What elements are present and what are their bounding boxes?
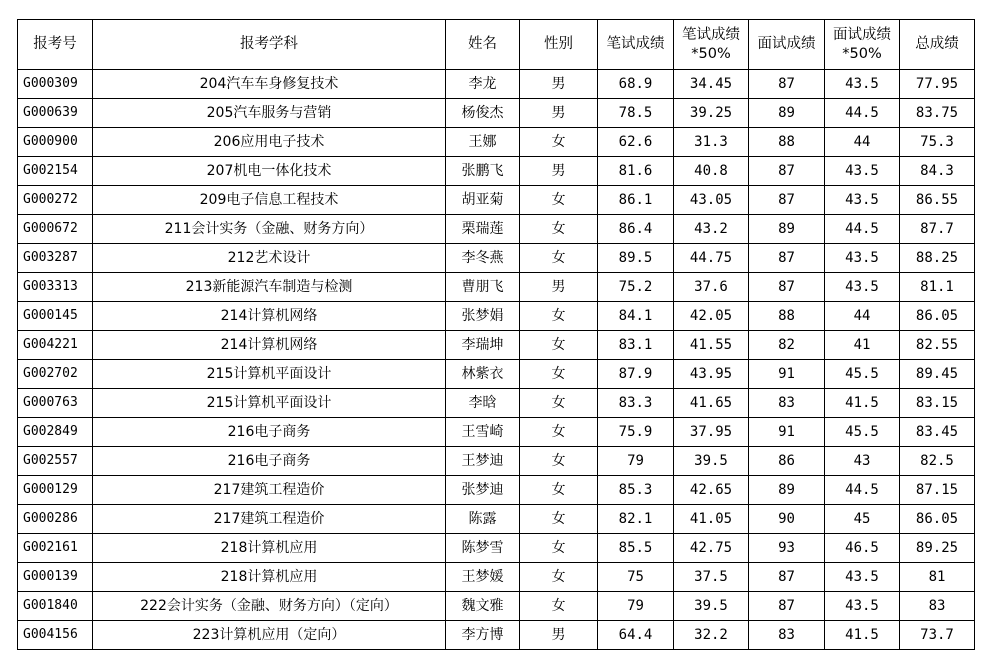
cell-written-score: 86.1 — [598, 186, 674, 215]
cell-total-score: 86.05 — [900, 302, 975, 331]
cell-interview-half: 43.5 — [825, 244, 900, 273]
cell-subject: 205汽车服务与营销 — [93, 99, 446, 128]
header-written-half-line1: 笔试成绩 — [682, 26, 740, 43]
cell-exam-id: G002849 — [18, 418, 93, 447]
cell-exam-id: G000309 — [18, 70, 93, 99]
cell-total-score: 77.95 — [900, 70, 975, 99]
header-name: 姓名 — [446, 20, 520, 70]
cell-subject: 218计算机应用 — [93, 563, 446, 592]
cell-interview-half: 43.5 — [825, 157, 900, 186]
cell-name: 王梦迪 — [446, 447, 520, 476]
cell-exam-id: G000900 — [18, 128, 93, 157]
cell-name: 李方博 — [446, 621, 520, 650]
cell-written-score: 81.6 — [598, 157, 674, 186]
cell-written-half: 44.75 — [674, 244, 749, 273]
cell-interview-half: 44 — [825, 128, 900, 157]
cell-interview-half: 44.5 — [825, 476, 900, 505]
cell-name: 林紫衣 — [446, 360, 520, 389]
cell-subject: 216电子商务 — [93, 447, 446, 476]
cell-subject: 206应用电子技术 — [93, 128, 446, 157]
cell-exam-id: G000145 — [18, 302, 93, 331]
cell-interview-score: 87 — [749, 70, 825, 99]
cell-subject: 215计算机平面设计 — [93, 360, 446, 389]
table-row — [18, 534, 975, 563]
cell-exam-id: G004221 — [18, 331, 93, 360]
table-row — [18, 186, 975, 215]
cell-total-score: 88.25 — [900, 244, 975, 273]
cell-total-score: 82.55 — [900, 331, 975, 360]
cell-gender: 女 — [520, 389, 598, 418]
cell-total-score: 83.45 — [900, 418, 975, 447]
cell-interview-half: 46.5 — [825, 534, 900, 563]
cell-interview-score: 88 — [749, 128, 825, 157]
header-interview-half — [825, 20, 900, 70]
cell-total-score: 83.75 — [900, 99, 975, 128]
cell-written-half: 39.5 — [674, 592, 749, 621]
cell-written-half: 43.05 — [674, 186, 749, 215]
cell-written-score: 86.4 — [598, 215, 674, 244]
table-row — [18, 273, 975, 302]
cell-name: 陈露 — [446, 505, 520, 534]
cell-exam-id: G003287 — [18, 244, 93, 273]
cell-name: 陈梦雪 — [446, 534, 520, 563]
cell-name: 栗瑞莲 — [446, 215, 520, 244]
cell-name: 李冬燕 — [446, 244, 520, 273]
cell-gender: 男 — [520, 273, 598, 302]
cell-written-half: 37.95 — [674, 418, 749, 447]
table-row — [18, 244, 975, 273]
cell-name: 杨俊杰 — [446, 99, 520, 128]
cell-interview-score: 88 — [749, 302, 825, 331]
table-row — [18, 389, 975, 418]
cell-written-half: 41.05 — [674, 505, 749, 534]
cell-written-score: 85.5 — [598, 534, 674, 563]
cell-name: 张鹏飞 — [446, 157, 520, 186]
cell-written-score: 64.4 — [598, 621, 674, 650]
cell-interview-score: 87 — [749, 244, 825, 273]
cell-interview-score: 87 — [749, 186, 825, 215]
cell-interview-half: 41.5 — [825, 621, 900, 650]
cell-gender: 男 — [520, 70, 598, 99]
header-written-half-line2: *50% — [691, 45, 731, 62]
cell-interview-half: 43 — [825, 447, 900, 476]
cell-exam-id: G000763 — [18, 389, 93, 418]
header-interview-half-line1: 面试成绩 — [833, 26, 891, 43]
cell-interview-score: 83 — [749, 389, 825, 418]
table-row — [18, 592, 975, 621]
cell-written-score: 79 — [598, 592, 674, 621]
cell-interview-half: 41.5 — [825, 389, 900, 418]
cell-interview-score: 86 — [749, 447, 825, 476]
cell-gender: 女 — [520, 331, 598, 360]
cell-subject: 217建筑工程造价 — [93, 505, 446, 534]
cell-total-score: 82.5 — [900, 447, 975, 476]
cell-subject: 222会计实务（金融、财务方向）（定向） — [93, 592, 446, 621]
cell-written-half: 34.45 — [674, 70, 749, 99]
cell-written-score: 87.9 — [598, 360, 674, 389]
cell-interview-score: 91 — [749, 360, 825, 389]
table-row — [18, 157, 975, 186]
cell-total-score: 75.3 — [900, 128, 975, 157]
header-id: 报考号 — [18, 20, 93, 70]
score-table-container — [17, 19, 975, 650]
cell-written-half: 39.25 — [674, 99, 749, 128]
cell-subject: 215计算机平面设计 — [93, 389, 446, 418]
cell-interview-score: 90 — [749, 505, 825, 534]
cell-written-score: 68.9 — [598, 70, 674, 99]
cell-gender: 男 — [520, 621, 598, 650]
table-body — [18, 70, 975, 650]
cell-interview-half: 45.5 — [825, 360, 900, 389]
cell-interview-half: 43.5 — [825, 592, 900, 621]
cell-subject: 217建筑工程造价 — [93, 476, 446, 505]
cell-written-score: 82.1 — [598, 505, 674, 534]
table-row — [18, 215, 975, 244]
cell-total-score: 89.25 — [900, 534, 975, 563]
cell-name: 王娜 — [446, 128, 520, 157]
cell-total-score: 81 — [900, 563, 975, 592]
cell-written-score: 79 — [598, 447, 674, 476]
cell-gender: 女 — [520, 505, 598, 534]
header-written-score: 笔试成绩 — [598, 20, 674, 70]
cell-gender: 女 — [520, 128, 598, 157]
cell-written-half: 37.5 — [674, 563, 749, 592]
cell-name: 魏文雅 — [446, 592, 520, 621]
score-table — [17, 19, 975, 650]
cell-written-score: 89.5 — [598, 244, 674, 273]
cell-written-score: 83.3 — [598, 389, 674, 418]
cell-gender: 女 — [520, 563, 598, 592]
cell-subject: 204汽车车身修复技术 — [93, 70, 446, 99]
cell-written-score: 75 — [598, 563, 674, 592]
cell-gender: 女 — [520, 447, 598, 476]
cell-total-score: 89.45 — [900, 360, 975, 389]
table-row — [18, 70, 975, 99]
cell-name: 张梦迪 — [446, 476, 520, 505]
header-interview-half-line2: *50% — [842, 45, 882, 62]
cell-interview-half: 43.5 — [825, 186, 900, 215]
cell-exam-id: G000139 — [18, 563, 93, 592]
cell-exam-id: G001840 — [18, 592, 93, 621]
cell-written-half: 43.95 — [674, 360, 749, 389]
cell-gender: 女 — [520, 592, 598, 621]
cell-exam-id: G002557 — [18, 447, 93, 476]
cell-written-half: 39.5 — [674, 447, 749, 476]
cell-written-half: 42.65 — [674, 476, 749, 505]
table-row — [18, 302, 975, 331]
cell-total-score: 86.55 — [900, 186, 975, 215]
cell-total-score: 83.15 — [900, 389, 975, 418]
cell-subject: 207机电一体化技术 — [93, 157, 446, 186]
cell-interview-half: 43.5 — [825, 563, 900, 592]
table-row — [18, 360, 975, 389]
cell-subject: 213新能源汽车制造与检测 — [93, 273, 446, 302]
header-written-half — [674, 20, 749, 70]
cell-total-score: 86.05 — [900, 505, 975, 534]
cell-written-score: 84.1 — [598, 302, 674, 331]
cell-gender: 女 — [520, 476, 598, 505]
cell-exam-id: G002161 — [18, 534, 93, 563]
cell-gender: 女 — [520, 302, 598, 331]
cell-exam-id: G000129 — [18, 476, 93, 505]
cell-exam-id: G000286 — [18, 505, 93, 534]
cell-interview-score: 89 — [749, 215, 825, 244]
cell-subject: 223计算机应用（定向） — [93, 621, 446, 650]
cell-exam-id: G004156 — [18, 621, 93, 650]
cell-total-score: 87.15 — [900, 476, 975, 505]
cell-written-score: 78.5 — [598, 99, 674, 128]
cell-exam-id: G003313 — [18, 273, 93, 302]
cell-interview-score: 89 — [749, 476, 825, 505]
cell-name: 张梦娟 — [446, 302, 520, 331]
table-row — [18, 128, 975, 157]
cell-written-score: 75.2 — [598, 273, 674, 302]
cell-exam-id: G000639 — [18, 99, 93, 128]
cell-written-half: 43.2 — [674, 215, 749, 244]
cell-written-score: 83.1 — [598, 331, 674, 360]
cell-gender: 女 — [520, 534, 598, 563]
cell-exam-id: G002154 — [18, 157, 93, 186]
cell-interview-half: 43.5 — [825, 273, 900, 302]
cell-interview-half: 44.5 — [825, 215, 900, 244]
header-gender: 性别 — [520, 20, 598, 70]
cell-written-half: 41.55 — [674, 331, 749, 360]
cell-interview-score: 82 — [749, 331, 825, 360]
cell-written-half: 32.2 — [674, 621, 749, 650]
table-row — [18, 447, 975, 476]
cell-name: 李瑞坤 — [446, 331, 520, 360]
table-row — [18, 505, 975, 534]
cell-name: 李龙 — [446, 70, 520, 99]
header-subject: 报考学科 — [93, 20, 446, 70]
cell-total-score: 73.7 — [900, 621, 975, 650]
cell-subject: 211会计实务（金融、财务方向） — [93, 215, 446, 244]
cell-interview-score: 87 — [749, 592, 825, 621]
cell-interview-score: 89 — [749, 99, 825, 128]
cell-gender: 男 — [520, 157, 598, 186]
cell-name: 王梦媛 — [446, 563, 520, 592]
cell-subject: 214计算机网络 — [93, 331, 446, 360]
table-row — [18, 331, 975, 360]
cell-written-half: 42.75 — [674, 534, 749, 563]
cell-total-score: 87.7 — [900, 215, 975, 244]
cell-interview-score: 87 — [749, 157, 825, 186]
table-row — [18, 476, 975, 505]
cell-interview-half: 44.5 — [825, 99, 900, 128]
cell-gender: 女 — [520, 186, 598, 215]
table-row — [18, 99, 975, 128]
cell-subject: 212艺术设计 — [93, 244, 446, 273]
cell-name: 曹朋飞 — [446, 273, 520, 302]
table-header — [18, 20, 975, 70]
cell-subject: 214计算机网络 — [93, 302, 446, 331]
cell-written-score: 85.3 — [598, 476, 674, 505]
header-total-score: 总成绩 — [900, 20, 975, 70]
cell-written-half: 42.05 — [674, 302, 749, 331]
cell-name: 王雪崎 — [446, 418, 520, 447]
cell-written-score: 75.9 — [598, 418, 674, 447]
cell-written-half: 31.3 — [674, 128, 749, 157]
table-row — [18, 418, 975, 447]
cell-total-score: 84.3 — [900, 157, 975, 186]
table-row — [18, 621, 975, 650]
cell-name: 李晗 — [446, 389, 520, 418]
cell-gender: 女 — [520, 244, 598, 273]
cell-gender: 女 — [520, 215, 598, 244]
cell-interview-half: 41 — [825, 331, 900, 360]
cell-interview-score: 87 — [749, 273, 825, 302]
header-interview-score: 面试成绩 — [749, 20, 825, 70]
table-row — [18, 563, 975, 592]
cell-total-score: 83 — [900, 592, 975, 621]
cell-exam-id: G000672 — [18, 215, 93, 244]
cell-name: 胡亚菊 — [446, 186, 520, 215]
cell-interview-half: 44 — [825, 302, 900, 331]
cell-written-half: 37.6 — [674, 273, 749, 302]
header-row — [18, 20, 975, 70]
cell-subject: 209电子信息工程技术 — [93, 186, 446, 215]
cell-interview-half: 45.5 — [825, 418, 900, 447]
cell-interview-half: 43.5 — [825, 70, 900, 99]
cell-written-half: 40.8 — [674, 157, 749, 186]
cell-interview-score: 83 — [749, 621, 825, 650]
cell-gender: 女 — [520, 360, 598, 389]
cell-interview-score: 87 — [749, 563, 825, 592]
cell-interview-half: 45 — [825, 505, 900, 534]
cell-subject: 218计算机应用 — [93, 534, 446, 563]
cell-gender: 女 — [520, 418, 598, 447]
cell-exam-id: G002702 — [18, 360, 93, 389]
cell-gender: 男 — [520, 99, 598, 128]
cell-interview-score: 93 — [749, 534, 825, 563]
cell-written-half: 41.65 — [674, 389, 749, 418]
cell-exam-id: G000272 — [18, 186, 93, 215]
cell-written-score: 62.6 — [598, 128, 674, 157]
cell-subject: 216电子商务 — [93, 418, 446, 447]
cell-interview-score: 91 — [749, 418, 825, 447]
cell-total-score: 81.1 — [900, 273, 975, 302]
